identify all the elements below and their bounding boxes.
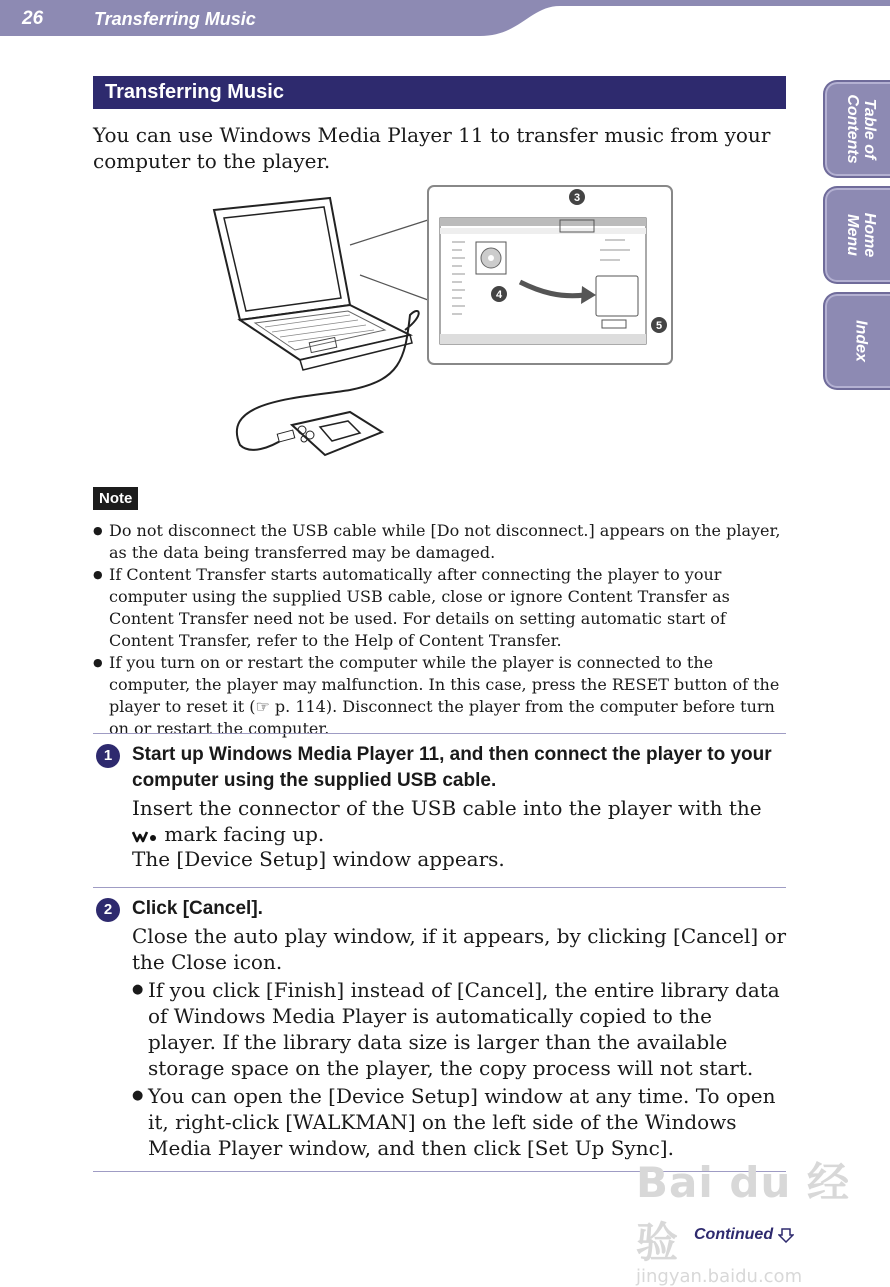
step-1-heading: Start up Windows Media Player 11, and then connect the player to your computer using the supplied USB cable. <box>132 744 772 791</box>
step-1-body-post: mark facing up. <box>164 822 325 846</box>
step-1-body <box>132 795 792 847</box>
baidu-watermark <box>636 1150 890 1287</box>
note-label: Note <box>93 487 138 510</box>
section-title: Transferring Music <box>105 81 284 103</box>
header-title: Transferring Music <box>94 9 256 29</box>
walkman-mark-icon <box>132 829 158 843</box>
watermark-url: jingyan.baidu.com <box>636 1266 803 1287</box>
tab-home-menu[interactable] <box>823 186 890 284</box>
page-number: 26 <box>22 8 44 29</box>
step-2-heading: Click [Cancel]. <box>132 898 263 919</box>
bullet-item: ● You can open the [Device Setup] window at any time. To open it, right-click [WALKMAN] on the left side of the Windows Media Player window, and then click [Set Up Sync]. <box>132 1083 782 1161</box>
connection-illustration <box>200 180 680 465</box>
continued-link[interactable] <box>694 1226 794 1244</box>
callout-5-label: 5 <box>655 320 663 332</box>
continued-label: Continued <box>694 1226 774 1243</box>
callout-4-label: 4 <box>495 289 503 301</box>
tab-table-of-contents[interactable] <box>823 80 890 178</box>
note-item: ● Do not disconnect the USB cable while [Do not disconnect.] appears on the player, as the data being transferred may be damaged. <box>93 520 793 564</box>
intro-paragraph: You can use Windows Media Player 11 to transfer music from your computer to the player. <box>93 123 771 173</box>
tab-label: Home Menu <box>844 212 878 258</box>
callout-3-label: 3 <box>573 192 581 204</box>
note-item: ● If Content Transfer starts automatically after connecting the player to your computer using the supplied USB cable, close or ignore Content Transfer as Content Transfer need not be used. For details on setting automatic start of Content Transfer, refer to the Help of Content Transfer. <box>93 564 793 652</box>
tab-label: Index <box>852 320 870 362</box>
arrow-down-icon <box>778 1227 794 1243</box>
step-2-bullets <box>132 977 782 1163</box>
step-1-number: 1 <box>96 744 120 768</box>
tab-index[interactable] <box>823 292 890 390</box>
tab-label: Table of Contents <box>844 94 878 164</box>
step-2-number: 2 <box>96 898 120 922</box>
step-1-body-pre: Insert the connector of the USB cable into the player with the <box>132 796 762 820</box>
divider <box>93 733 786 734</box>
note-list <box>93 520 793 740</box>
divider <box>93 887 786 888</box>
walkman-player <box>292 412 382 455</box>
step-1-body-line2: The [Device Setup] window appears. <box>132 847 505 871</box>
watermark-logo: Bai du 经验 <box>636 1158 850 1267</box>
section-title-bar <box>93 76 786 109</box>
bullet-item: ● If you click [Finish] instead of [Cancel], the entire library data of Windows Media Player is automatically copied to the player. If the library data size is larger than the available storage space on the player, the copy process will not start. <box>132 977 782 1081</box>
note-item: ● If you turn on or restart the computer while the player is connected to the computer, the player may malfunction. In this case, press the RESET button of the player to reset it (☞ p. 114). Disconnect the player from the computer before turn on or restart the computer. <box>93 652 793 740</box>
step-2-body: Close the auto play window, if it appears, by clicking [Cancel] or the Close icon. <box>132 924 787 974</box>
page-header <box>0 0 890 40</box>
